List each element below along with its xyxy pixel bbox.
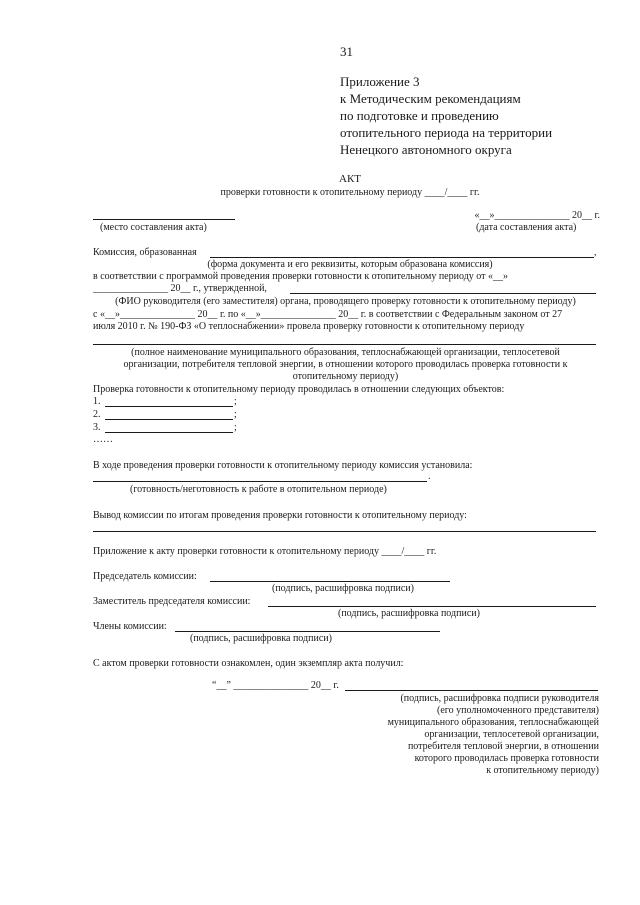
conclusion-line: Вывод комиссии по итогам проведения проверки готовности к отопительному периоду: — [93, 510, 467, 521]
appendix-line-4: отопительного периода на территории — [340, 125, 553, 140]
item-number-3: 3. — [93, 422, 101, 433]
members-line — [175, 631, 440, 632]
receipt-date: “__” _______________ 20__ г. — [212, 680, 339, 691]
page-number: 31 — [340, 44, 353, 59]
conclusion-blank — [93, 531, 596, 532]
commission-line — [210, 257, 594, 258]
approved-line — [290, 293, 596, 294]
line-dates: с «__»_______________ 20__ г. по «__»_______________ 20__ г. в соответствии с Федеральным законом от 27 — [93, 309, 563, 320]
items-ellipsis: …… — [93, 434, 113, 445]
receipt-caption-3: муниципального образования, теплоснабжающей — [387, 717, 599, 728]
item-line-1 — [105, 406, 233, 407]
item-end-1: ; — [234, 396, 237, 407]
caption-readiness: (готовность/неготовность к работе в отопительном периоде) — [130, 484, 387, 495]
item-line-2 — [105, 419, 233, 420]
attachment-line: Приложение к акту проверки готовности к отопительному периоду ____/____ гг. — [93, 546, 437, 557]
chairman-label: Председатель комиссии: — [93, 571, 197, 582]
findings-line: В ходе проведения проверки готовности к отопительному периоду комиссия установила: — [93, 460, 473, 471]
findings-end: . — [428, 471, 431, 482]
chairman-line — [210, 581, 450, 582]
caption-fio: (ФИО руководителя (его заместителя) органа, проводящего проверку готовности к отопительному периоду) — [115, 296, 576, 307]
act-title: АКТ — [339, 173, 361, 185]
findings-blank — [93, 481, 427, 482]
item-end-2: ; — [234, 409, 237, 420]
date-value: «__»_______________ 20__ г. — [474, 210, 600, 221]
caption-document: (форма документа и его реквизиты, которым образована комиссия) — [207, 259, 493, 270]
date-caption: (дата составления акта) — [476, 222, 577, 233]
objects-intro: Проверка готовности к отопительному периоду проводилась в отношении следующих объектов: — [93, 384, 505, 395]
line-law: июля 2010 г. № 190-ФЗ «О теплоснабжении» провела проверку готовности к отопительному периоду — [93, 321, 525, 332]
members-caption: (подпись, расшифровка подписи) — [190, 633, 332, 644]
appendix-line-1: Приложение 3 — [340, 74, 420, 89]
appendix-line-2: к Методическим рекомендациям — [340, 91, 521, 106]
commission-comma: , — [594, 247, 597, 258]
appendix-line-5: Ненецкого автономного округа — [340, 142, 512, 157]
members-label: Члены комиссии: — [93, 621, 167, 632]
organization-line — [93, 344, 596, 345]
receipt-caption-2: (его уполномоченного представителя) — [436, 705, 599, 716]
deputy-label: Заместитель председателя комиссии: — [93, 596, 251, 607]
item-number-2: 2. — [93, 409, 101, 420]
chairman-caption: (подпись, расшифровка подписи) — [272, 583, 414, 594]
receipt-caption-1: (подпись, расшифровка подписи руководителя — [400, 693, 599, 704]
caption-org-1: (полное наименование муниципального образования, теплоснабжающей организации, теплосетевой — [131, 347, 560, 358]
item-end-3: ; — [234, 422, 237, 433]
receipt-caption-6: которого проводилась проверка готовности — [414, 753, 599, 764]
act-subtitle: проверки готовности к отопительному периоду ____/____ гг. — [220, 187, 480, 198]
place-line — [93, 219, 235, 220]
receipt-caption-4: организации, теплосетевой организации, — [424, 729, 599, 740]
line-program: в соответствии с программой проведения проверки готовности к отопительному периоду от «__» — [93, 271, 509, 282]
item-line-3 — [105, 432, 233, 433]
line-approved: _______________ 20__ г., утвержденной, — [93, 283, 267, 294]
caption-org-3: отопительному периоду) — [292, 371, 399, 382]
receipt-caption-7: к отопительному периоду) — [486, 765, 599, 776]
receipt-signature-line — [345, 690, 598, 691]
appendix-line-3: по подготовке и проведению — [340, 108, 499, 123]
deputy-line — [268, 606, 596, 607]
place-caption: (место составления акта) — [100, 222, 207, 233]
item-number-1: 1. — [93, 396, 101, 407]
receipt-caption-5: потребителя тепловой энергии, в отношении — [407, 741, 599, 752]
caption-org-2: организации, потребителя тепловой энергии, в отношении которого проводилась проверка готовности к — [123, 359, 568, 370]
deputy-caption: (подпись, расшифровка подписи) — [338, 608, 480, 619]
commission-label: Комиссия, образованная — [93, 247, 197, 258]
received-line: С актом проверки готовности ознакомлен, один экземпляр акта получил: — [93, 658, 404, 669]
